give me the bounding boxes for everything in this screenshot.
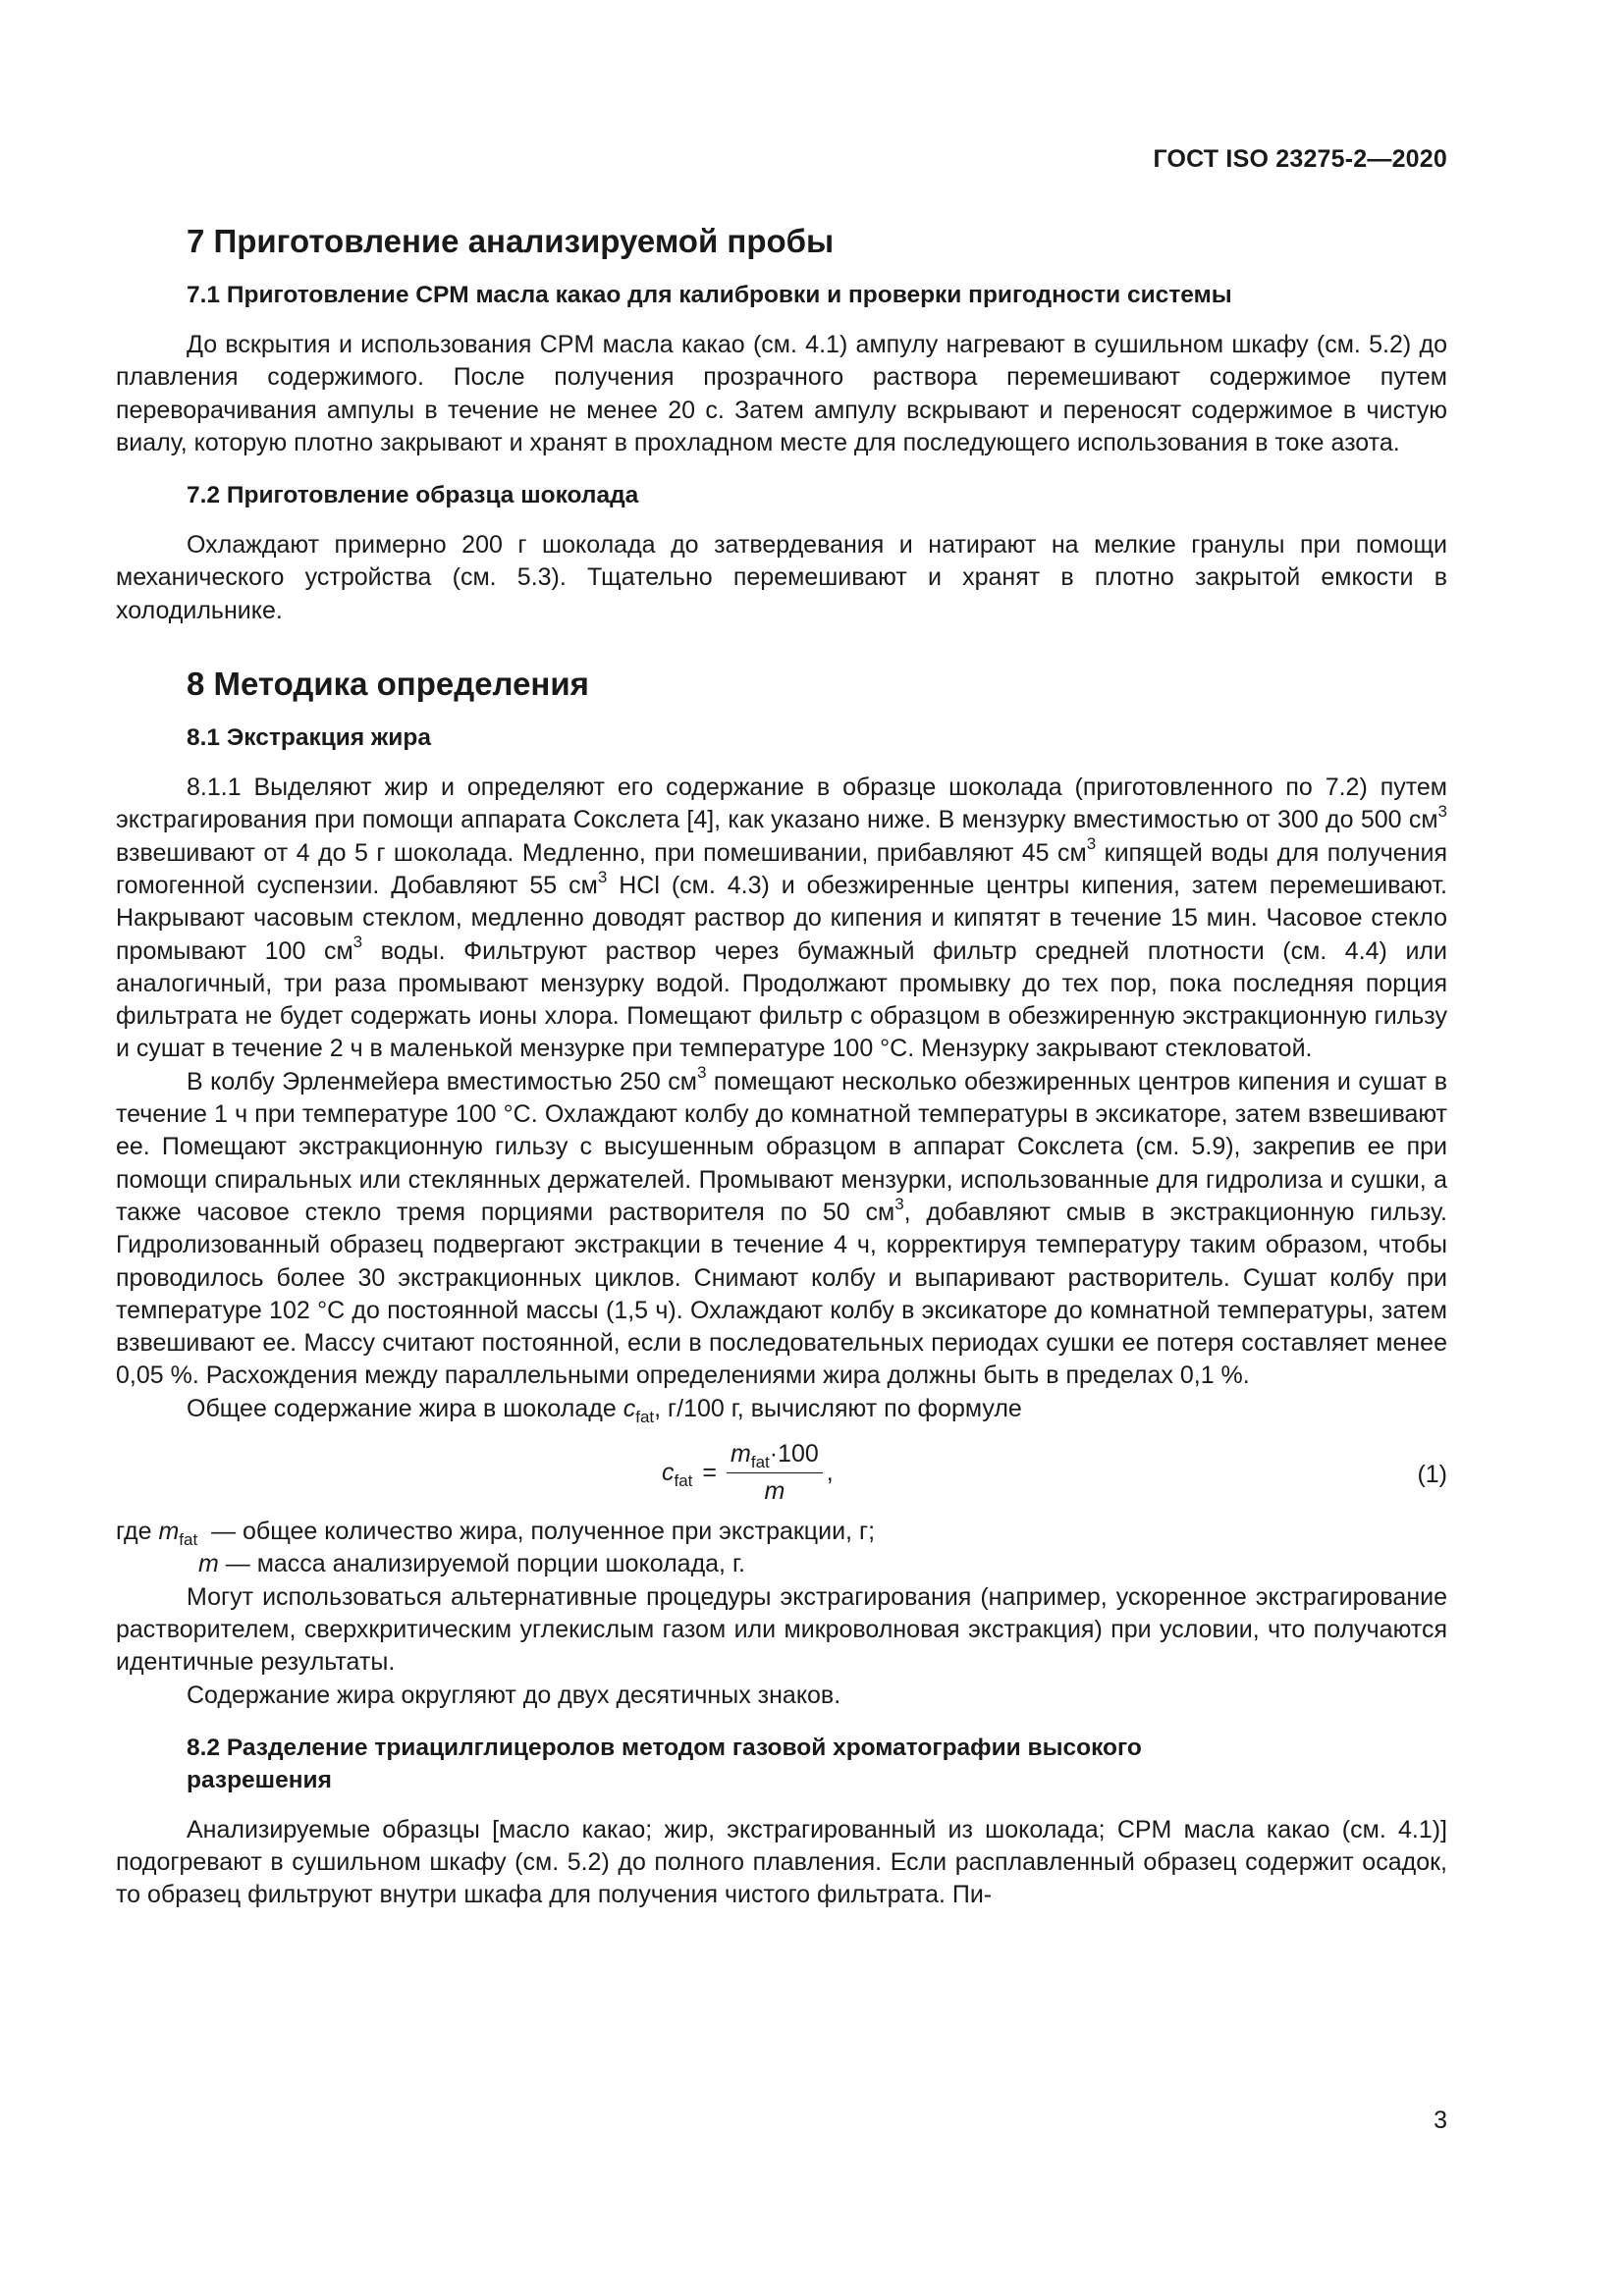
section-8-1-title: 8.1 Экстракция жира (187, 724, 431, 752)
alternative-procedures-paragraph: Могут использоваться альтернативные процедуры экстрагирования (например, ускоренное экстрагирование растворителем, сверхкритическим углекислым газом или микроволновая экстракция) при условии, что получаются идентичные результаты. (116, 1582, 1447, 1677)
section-8-title: 8 Методика определения (187, 666, 589, 703)
page-content (116, 220, 1447, 1912)
formula-expression: $c_{fat}$ = $\frac{m_{fat}\cdot 100}{m}$ , (662, 1440, 834, 1506)
where-line-2: m — масса анализируемой порции шоколада, г. (198, 1550, 745, 1578)
section-7-2-title: 7.2 Приготовление образца шоколада (187, 482, 639, 509)
section-8-2-paragraph: Анализируемые образцы [масло какао; жир, экстрагированный из шоколада; CPM масла какао (см. 4.1)] подогревают в сушильном шкафу (см. 5.2) до полного плавления. Если расплавленный образец содержит осадок, то образец фильтруют внутри шкафа для получения чистого фильтрата. Пи- (116, 1815, 1447, 1909)
where-line-1: где $m_{fat}$ — общее количество жира, полученное при экстракции, г; (116, 1518, 876, 1550)
section-7-title: 7 Приготовление анализируемой пробы (187, 223, 835, 259)
formula-1 (116, 1433, 1447, 1516)
formula-fraction: $\frac{m_{fat}\cdot 100}{m}$ (727, 1439, 823, 1506)
page-number: 3 (1434, 2107, 1447, 2134)
document-page (116, 0, 1447, 2296)
document-code: ГОСТ ISO 23275-2—2020 (1153, 145, 1447, 173)
section-8-2-title: 8.2 Разделение триацилглицеролов методом газовой хроматографии высокого разрешения (187, 1734, 1142, 1793)
section-8-1-1-paragraph: 8.1.1 Выделяют жир и определяют его содержание в образце шоколада (приготовленного по 7.2) путем экстрагирования при помощи аппарата Сокслета [4], как указано ниже. В мензурку вместимостью от 300 до 500 $см^3$ взвешивают от 4 до 5 г шоколада. Медленно, при помешивании, прибавляют 45 $см^3$ кипящей воды для получения гомогенной суспензии. Добавляют 55 $см^3$ HCl (см. 4.3) и обезжиренные центры кипения, затем перемешивают. Накрывают часовым стеклом, медленно доводят раствор до кипения и кипятят в течение 15 мин. Часовое стекло промывают 100 $см^3$ воды. Фильтруют раствор через бумажный фильтр средней плотности (см. 4.4) или аналогичный, три раза промывают мензурку водой. Продолжают промывку до тех пор, пока последняя порция фильтрата не будет содержать ионы хлора. Помещают фильтр с образцом в обезжиренную экстракционную гильзу и сушат в течение 2 ч в маленькой мензурке при температуре 100 °С. Мензурку закрывают стекловатой. (116, 774, 1447, 1063)
rounding-paragraph: Содержание жира округляют до двух десятичных знаков. (187, 1681, 841, 1709)
section-7-2-paragraph: Охлаждают примерно 200 г шоколада до затвердевания и натирают на мелкие гранулы при помощи механического устройства (см. 5.3). Тщательно перемешивают и хранят в плотно закрытой емкости в холодильнике. (116, 531, 1447, 624)
section-7-1-paragraph: До вскрытия и использования CPM масла какао (см. 4.1) ампулу нагревают в сушильном шкафу (см. 5.2) до плавления содержимого. После получения прозрачного раствора перемешивают содержимое путем переворачивания ампулы в течение не менее 20 с. Затем ампулу вскрывают и переносят содержимое в чистую виалу, которую плотно закрывают и хранят в прохладном месте для последующего использования в токе азота. (116, 331, 1447, 456)
section-7-1-title: 7.1 Приготовление CPM масла какао для калибровки и проверки пригодности системы (187, 282, 1232, 308)
erlenmeyer-paragraph: В колбу Эрленмейера вместимостью 250 $см^3$ помещают несколько обезжиренных центров кипения и сушат в течение 1 ч при температуре 100 °С. Охлаждают колбу до комнатной температуры в эксикаторе, затем взвешивают ее. Помещают экстракционную гильзу с высушенным образцом в аппарат Сокслета (см. 5.9), закрепив ее при помощи спиральных или стеклянных держателей. Промывают мензурки, использованные для гидролиза и сушки, а также часовое стекло тремя порциями растворителя по 50 $см^3$, добавляют смыв в экстракционную гильзу. Гидролизованный образец подвергают экстракции в течение 4 ч, корректируя температуру таким образом, чтобы проводилось более 30 экстракционных циклов. Снимают колбу и выпаривают растворитель. Сушат колбу при температуре 102 °С до постоянной массы (1,5 ч). Охлаждают колбу в эксикаторе до комнатной температуры, затем взвешивают ее. Массу считают постоянной, если в последовательных периодах сушки ее потеря составляет менее 0,05 %. Расхождения между параллельными определениями жира должны быть в пределах 0,1 %. (116, 1063, 1447, 1390)
formula-intro-paragraph: Общее содержание жира в шоколаде $c_{fat}$, г/100 г, вычисляют по формуле (187, 1394, 1022, 1426)
formula-number: (1) (1417, 1461, 1447, 1489)
